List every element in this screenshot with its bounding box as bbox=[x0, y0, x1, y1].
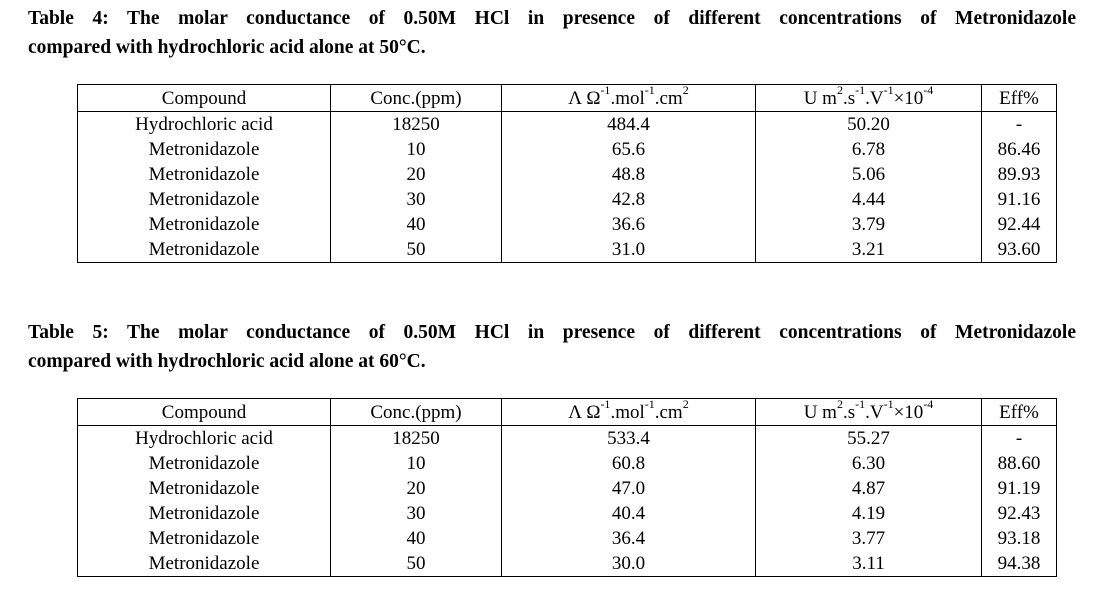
cell-conc: 50 bbox=[331, 237, 502, 263]
cell-molar-conductance: 31.0 bbox=[502, 237, 756, 263]
header-conc: Conc.(ppm) bbox=[331, 399, 502, 426]
cell-molar-conductance: 36.6 bbox=[502, 212, 756, 237]
cell-conc: 30 bbox=[331, 501, 502, 526]
cell-compound: Metronidazole bbox=[78, 212, 331, 237]
cell-mobility: 3.77 bbox=[756, 526, 982, 551]
cell-conc: 18250 bbox=[331, 112, 502, 138]
cell-compound: Metronidazole bbox=[78, 526, 331, 551]
table-row bbox=[78, 237, 1057, 263]
header-molar-conductance: Λ $\Omega^{-1}.mol^{-1}.cm^2$ bbox=[502, 85, 756, 112]
cell-molar-conductance: 30.0 bbox=[502, 551, 756, 577]
cell-eff: 86.46 bbox=[982, 137, 1057, 162]
cell-mobility: 6.30 bbox=[756, 451, 982, 476]
cell-molar-conductance: 48.8 bbox=[502, 162, 756, 187]
header-eff: Eff% bbox=[982, 85, 1057, 112]
table-row bbox=[78, 476, 1057, 501]
header-conc: Conc.(ppm) bbox=[331, 85, 502, 112]
table-row bbox=[78, 451, 1057, 476]
table-5 bbox=[77, 398, 1057, 577]
cell-eff: 88.60 bbox=[982, 451, 1057, 476]
cell-mobility: 3.11 bbox=[756, 551, 982, 577]
cell-eff: 93.18 bbox=[982, 526, 1057, 551]
table-row bbox=[78, 162, 1057, 187]
cell-eff: 91.16 bbox=[982, 187, 1057, 212]
cell-compound: Metronidazole bbox=[78, 501, 331, 526]
cell-compound: Metronidazole bbox=[78, 551, 331, 577]
table-5-caption bbox=[28, 318, 1076, 376]
cell-conc: 18250 bbox=[331, 426, 502, 452]
cell-molar-conductance: 484.4 bbox=[502, 112, 756, 138]
cell-eff: 94.38 bbox=[982, 551, 1057, 577]
table-row bbox=[78, 501, 1057, 526]
cell-mobility: 3.79 bbox=[756, 212, 982, 237]
cell-compound: Metronidazole bbox=[78, 476, 331, 501]
caption-line-1: Table 5: The molar conductance of 0.50M HCl in presence of different concentrations of Metronidazole bbox=[28, 322, 1076, 343]
table-row bbox=[78, 212, 1057, 237]
cell-mobility: 3.21 bbox=[756, 237, 982, 263]
cell-conc: 10 bbox=[331, 451, 502, 476]
table-row bbox=[78, 112, 1057, 138]
cell-mobility: 4.19 bbox=[756, 501, 982, 526]
cell-molar-conductance: 60.8 bbox=[502, 451, 756, 476]
caption-line-2: compared with hydrochloric acid alone at 50°C. bbox=[28, 37, 426, 58]
header-mobility: U $m^2.s^{-1}.V^{-1}\times 10^{-4}$ bbox=[756, 85, 982, 112]
table-row bbox=[78, 137, 1057, 162]
caption-line-2: compared with hydrochloric acid alone at 60°C. bbox=[28, 351, 426, 372]
cell-molar-conductance: 40.4 bbox=[502, 501, 756, 526]
header-row bbox=[78, 399, 1057, 426]
cell-eff: 93.60 bbox=[982, 237, 1057, 263]
table-row bbox=[78, 551, 1057, 577]
table-row bbox=[78, 187, 1057, 212]
cell-compound: Metronidazole bbox=[78, 237, 331, 263]
cell-conc: 20 bbox=[331, 476, 502, 501]
cell-conc: 20 bbox=[331, 162, 502, 187]
cell-eff: 92.43 bbox=[982, 501, 1057, 526]
header-compound: Compound bbox=[78, 399, 331, 426]
table-4-caption bbox=[28, 4, 1076, 62]
cell-compound: Metronidazole bbox=[78, 187, 331, 212]
cell-molar-conductance: 65.6 bbox=[502, 137, 756, 162]
header-eff: Eff% bbox=[982, 399, 1057, 426]
cell-mobility: 5.06 bbox=[756, 162, 982, 187]
cell-mobility: 6.78 bbox=[756, 137, 982, 162]
cell-mobility: 4.44 bbox=[756, 187, 982, 212]
header-compound: Compound bbox=[78, 85, 331, 112]
cell-molar-conductance: 42.8 bbox=[502, 187, 756, 212]
cell-molar-conductance: 36.4 bbox=[502, 526, 756, 551]
cell-conc: 40 bbox=[331, 212, 502, 237]
cell-compound: Metronidazole bbox=[78, 162, 331, 187]
cell-eff: 89.93 bbox=[982, 162, 1057, 187]
table-4 bbox=[77, 84, 1057, 263]
cell-eff: 91.19 bbox=[982, 476, 1057, 501]
cell-mobility: 55.27 bbox=[756, 426, 982, 452]
cell-eff: - bbox=[982, 112, 1057, 138]
table-row bbox=[78, 526, 1057, 551]
caption-line-1: Table 4: The molar conductance of 0.50M HCl in presence of different concentrations of Metronidazole bbox=[28, 8, 1076, 29]
header-mobility: U $m^2.s^{-1}.V^{-1}\times 10^{-4}$ bbox=[756, 399, 982, 426]
cell-eff: 92.44 bbox=[982, 212, 1057, 237]
cell-compound: Hydrochloric acid bbox=[78, 112, 331, 138]
cell-mobility: 50.20 bbox=[756, 112, 982, 138]
cell-conc: 50 bbox=[331, 551, 502, 577]
cell-compound: Metronidazole bbox=[78, 451, 331, 476]
cell-conc: 30 bbox=[331, 187, 502, 212]
header-molar-conductance: Λ $\Omega^{-1}.mol^{-1}.cm^2$ bbox=[502, 399, 756, 426]
cell-mobility: 4.87 bbox=[756, 476, 982, 501]
table-row bbox=[78, 426, 1057, 452]
cell-compound: Hydrochloric acid bbox=[78, 426, 331, 452]
cell-conc: 10 bbox=[331, 137, 502, 162]
header-row bbox=[78, 85, 1057, 112]
cell-conc: 40 bbox=[331, 526, 502, 551]
cell-eff: - bbox=[982, 426, 1057, 452]
cell-compound: Metronidazole bbox=[78, 137, 331, 162]
cell-molar-conductance: 533.4 bbox=[502, 426, 756, 452]
cell-molar-conductance: 47.0 bbox=[502, 476, 756, 501]
